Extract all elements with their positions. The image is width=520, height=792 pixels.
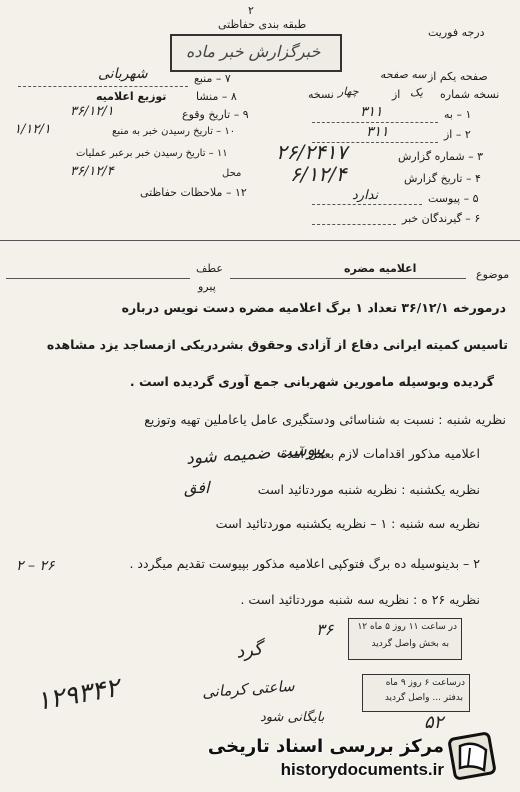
item-2: ۲ – بدینوسیله ده برگ فتوکپی اعلامیه مذکور بپیوست تقدیم میگردد . <box>129 556 480 571</box>
subject-value: اعلامیه مضره <box>344 262 417 275</box>
watermark-url: historydocuments.ir <box>280 760 444 779</box>
source-line <box>18 86 188 87</box>
receipt-stamp-1: در ساعت ۱۱ روز ۵ ماه ۱۲ به بخش واصل گردید <box>348 618 462 660</box>
handwritten-note-3: ساعتی کرمانی <box>201 676 296 702</box>
source-label: ۷ – منبع <box>194 72 231 85</box>
source-value: شهربانی <box>98 66 148 82</box>
watermark-title: مرکز بررسی اسناد تاریخی <box>207 736 444 757</box>
receipt-stamp-1-number: ۳۶ <box>316 620 334 639</box>
attachment-value: ندارد <box>352 188 379 203</box>
follow-label: پیرو <box>198 280 216 293</box>
copy-label: نسخه شماره <box>440 88 500 101</box>
notes-label: ۱۲ – ملاحظات حفاظتی <box>140 186 247 199</box>
page-number-handwritten: ۵۲ <box>424 712 444 733</box>
body-line-3: گردیده وبوسیله مامورین شهربانی جمع آوری گردیده است . <box>129 374 494 389</box>
page-number-top: ۲ <box>248 4 254 17</box>
subject-underline <box>230 278 466 279</box>
item-2-signature: ۲۶ – ۲ <box>16 558 55 574</box>
section-divider <box>0 240 520 241</box>
body-line-1: درمورخه ۳۶/۱۲/۱ تعداد ۱ برگ اعلامیه مضره دست نویس درباره <box>121 300 506 315</box>
receipt-ops-value: ۳۶/۱۲/۴ <box>70 164 114 179</box>
opinion-sunday-signature: افق <box>184 478 210 497</box>
report-date-value: ۶/۱۲/۴ <box>290 162 347 186</box>
priority-label: درجه فوریت <box>428 26 485 39</box>
ref-underline <box>6 278 190 279</box>
opinion-26: نظریه ۲۶ ه : نظریه سه شنبه موردتائید است . <box>240 592 480 607</box>
handwritten-note-1: گرد <box>234 638 264 663</box>
report-number-label: ۳ – شماره گزارش <box>398 150 484 163</box>
classification-stamp: خبرگزارش خبر ماده <box>170 34 342 72</box>
page-of-label: صفحه یکم از <box>428 70 488 83</box>
classification-label: طبقه بندی حفاظتی <box>218 18 307 31</box>
origin-label: ۸ – منشا <box>196 90 237 103</box>
attachment-line <box>312 204 422 205</box>
copy-of: از <box>392 88 401 101</box>
to-line <box>312 122 438 123</box>
attachment-label: ۵ – پیوست <box>428 192 479 205</box>
opinion-tuesday: نظریه سه شنبه : ۱ – نظریه یکشنبه موردتائید است <box>215 516 480 531</box>
page-of-value: سه صفحه <box>380 68 427 81</box>
handwritten-attach-note: پیوست ضمیمه شود <box>185 439 326 469</box>
event-date-value: ۳۶/۱۲/۱ <box>70 104 114 119</box>
handwritten-note-2: بایگانی شود <box>260 710 325 725</box>
copy-of-value: چهار <box>338 85 359 98</box>
recipients-line <box>312 224 396 225</box>
opinion-sunday: نظریه یکشنبه : نظریه شنبه موردتائید است <box>257 482 480 497</box>
body-line-2: تاسیس کمیته ایرانی دفاع از آزادی وحقوق بشردریکی ازمساجد یزد مشاهده <box>46 337 508 352</box>
from-label: ۲ – از <box>444 128 471 141</box>
opinion-saturday: نظریه شنبه : نسبت به شناسائی ودستگیری عامل یاعاملین تهیه وتوزیع <box>144 412 506 427</box>
receipt-source-value: ۱/۱۲/۱ <box>14 122 51 137</box>
recipients-label: ۶ – گیرندگان خبر <box>402 212 481 225</box>
handwritten-file-number: ۱۲۹۳۴۲ <box>34 672 122 718</box>
opinion-saturday-cont: اعلامیه مذکور اقدامات لازم بعمل آمده <box>280 446 480 461</box>
report-date-label: ۴ – تاریخ گزارش <box>404 172 481 185</box>
place-label: محل <box>222 168 242 179</box>
receipt-ops-label: ۱۱ – تاریخ رسیدن خبر برعبر عملیات <box>76 148 228 159</box>
copy-value: یک <box>410 86 423 99</box>
to-value: ۳۱۱ <box>360 104 383 120</box>
ref-label: عطف <box>196 262 223 275</box>
receipt-source-label: ۱۰ – تاریخ رسیدن خبر به منبع <box>112 126 236 137</box>
subject-label: موضوع <box>476 268 510 281</box>
archive-logo-icon <box>446 728 502 784</box>
event-date-label: ۹ – تاریخ وقوع <box>182 108 249 121</box>
receipt-stamp-2: درساعت ۶ روز ۹ ماه بدفتر ... واصل گردید <box>362 674 470 712</box>
copy-suffix: نسخه <box>308 88 334 101</box>
to-label: ۱ – به <box>444 108 472 121</box>
from-value: ۳۱۱ <box>366 124 389 140</box>
report-number-value: ۲۶/۲۴۱۷ <box>276 140 348 164</box>
origin-value: توزیع اعلامیه <box>96 90 167 103</box>
